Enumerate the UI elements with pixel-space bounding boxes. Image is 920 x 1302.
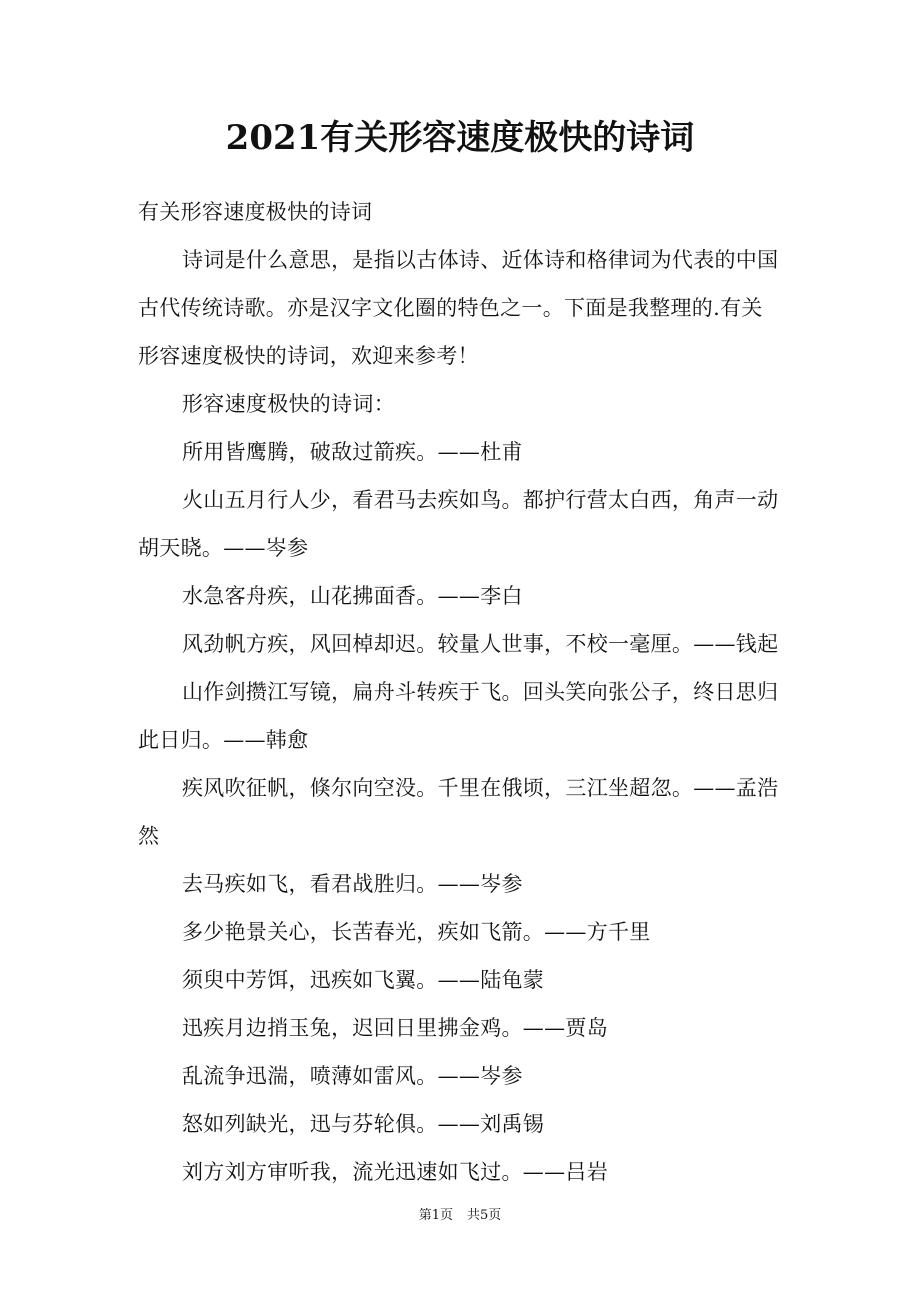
- paragraph: 刘方刘方审听我，流光迅速如飞过。——吕岩: [182, 1160, 608, 1184]
- paragraph: 诗词是什么意思，是指以古体诗、近体诗和格律词为代表的中国古代传统诗歌。亦是汉字文化圈的特色之一。下面是我整理的.有关形容速度极快的诗词，欢迎来参考！: [138, 248, 779, 368]
- page-number-total: 共5页: [467, 1208, 502, 1223]
- paragraph: 疾风吹征帆，倏尔向空没。千里在俄顷，三江坐超忽。——孟浩然: [138, 776, 779, 848]
- paragraph: 山作剑攒江写镜，扁舟斗转疾于飞。回头笑向张公子，终日思归此日归。——韩愈: [138, 680, 779, 752]
- page-number-current: 第1页: [418, 1208, 453, 1223]
- paragraph: 迅疾月边捎玉兔，迟回日里拂金鸡。——贾岛: [182, 1016, 608, 1040]
- paragraph: 去马疾如飞，看君战胜归。——岑参: [182, 872, 523, 896]
- paragraph: 有关形容速度极快的诗词: [138, 200, 373, 224]
- paragraph: 怒如列缺光，迅与芬轮俱。——刘禹锡: [182, 1112, 545, 1136]
- paragraph: 水急客舟疾，山花拂面香。——李白: [182, 584, 523, 608]
- paragraph: 乱流争迅湍，喷薄如雷风。——岑参: [182, 1064, 523, 1088]
- paragraph: 火山五月行人少，看君马去疾如鸟。都护行营太白西，角声一动胡天晓。——岑参: [138, 488, 779, 560]
- paragraph: 形容速度极快的诗词：: [182, 392, 395, 416]
- paragraph: 风劲帆方疾，风回棹却迟。较量人世事，不校一毫厘。——钱起: [182, 632, 779, 656]
- page-footer: [0, 1206, 920, 1226]
- document-title: 2021有关形容速度极快的诗词: [225, 118, 695, 158]
- document-body: [138, 188, 783, 1196]
- paragraph: 须臾中芳饵，迅疾如飞翼。——陆龟蒙: [182, 968, 545, 992]
- paragraph: 多少艳景关心，长苦春光，疾如飞箭。——方千里: [182, 920, 651, 944]
- paragraph: 所用皆鹰腾，破敌过箭疾。——杜甫: [182, 440, 523, 464]
